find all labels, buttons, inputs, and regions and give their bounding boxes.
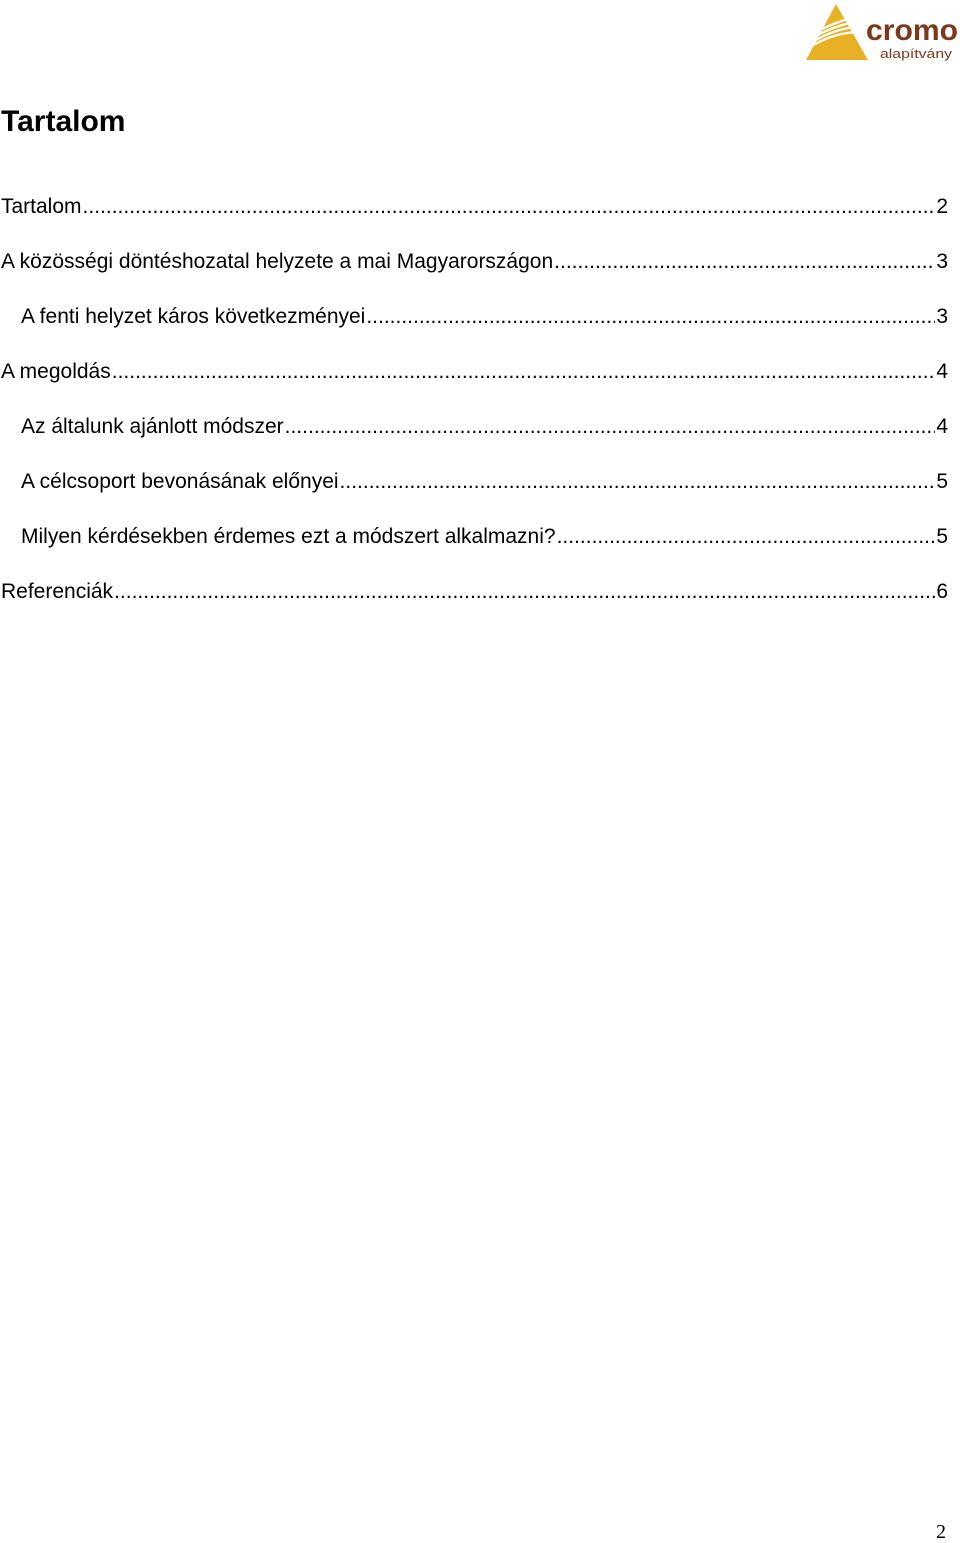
- toc-entry-title: A célcsoport bevonásának előnyei: [21, 470, 339, 493]
- toc-entry-title: A közösségi döntéshozatal helyzete a mai Magyarországon: [1, 250, 554, 273]
- toc-entry-page: 6: [936, 580, 948, 603]
- toc-dot-leader: [557, 520, 936, 554]
- toc-dot-leader: [112, 355, 936, 389]
- toc-entry-page: 4: [936, 415, 948, 438]
- toc-dot-leader: [340, 465, 936, 499]
- logo-subtitle: alapítvány: [880, 46, 953, 61]
- toc-entry-title: Milyen kérdésekben érdemes ezt a módszert alkalmazni?: [21, 525, 556, 548]
- toc-dot-leader: [366, 300, 935, 334]
- table-of-contents: [0, 190, 948, 630]
- cromo-logo-graphic: [804, 2, 960, 64]
- toc-entry[interactable]: [0, 465, 948, 520]
- page-number: 2: [936, 1521, 946, 1543]
- toc-dot-leader: [114, 575, 935, 609]
- toc-entry[interactable]: [0, 355, 948, 410]
- toc-entry-page: 3: [936, 305, 948, 328]
- toc-entry[interactable]: [0, 410, 948, 465]
- cromo-logo: [804, 2, 960, 64]
- logo-name: cromo: [866, 14, 958, 47]
- toc-entry-page: 5: [936, 470, 948, 493]
- toc-dot-leader: [285, 410, 936, 444]
- toc-entry-page: 3: [936, 250, 948, 273]
- toc-entry-title: Tartalom: [1, 195, 82, 218]
- toc-entry[interactable]: [0, 520, 948, 575]
- toc-entry[interactable]: [0, 575, 948, 630]
- toc-entry[interactable]: [0, 190, 948, 245]
- toc-entry-page: 4: [936, 360, 948, 383]
- toc-entry-page: 5: [936, 525, 948, 548]
- toc-entry-title: Az általunk ajánlott módszer: [21, 415, 284, 438]
- page-title: Tartalom: [1, 105, 126, 138]
- toc-entry-title: A fenti helyzet káros következményei: [21, 305, 366, 328]
- toc-entry-title: Referenciák: [1, 580, 114, 603]
- toc-entry-title: A megoldás: [1, 360, 111, 383]
- toc-dot-leader: [83, 190, 936, 224]
- toc-entry[interactable]: [0, 245, 948, 300]
- toc-dot-leader: [554, 245, 935, 279]
- toc-entry-page: 2: [936, 195, 948, 218]
- toc-entry[interactable]: [0, 300, 948, 355]
